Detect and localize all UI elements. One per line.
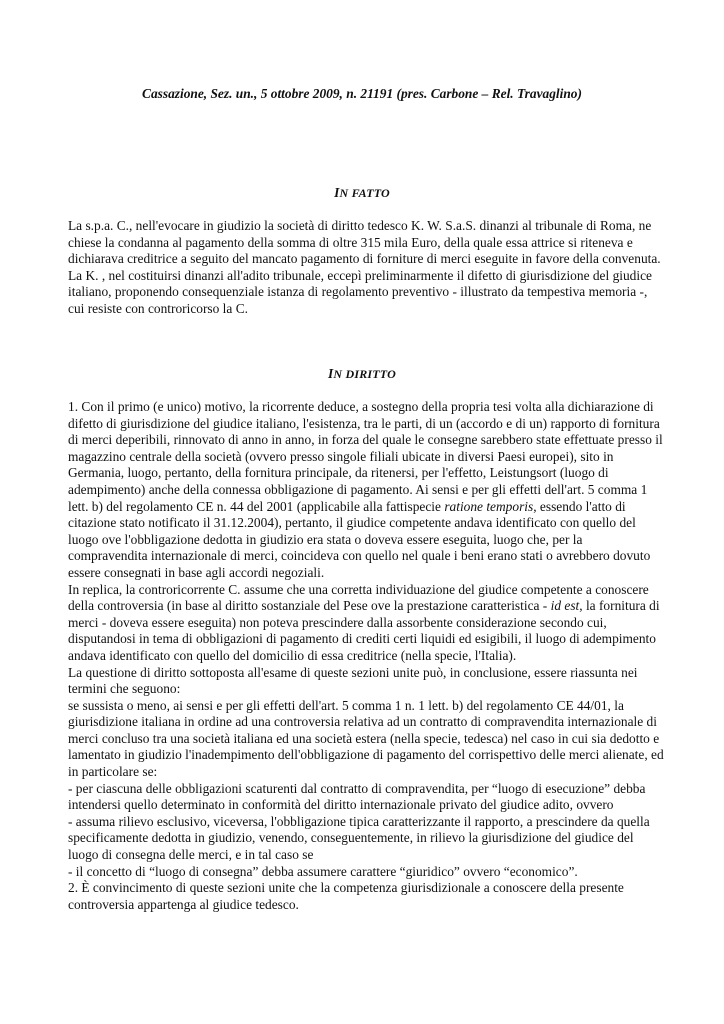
diritto-paragraph-8: 2. È convincimento di queste sezioni unite che la competenza giurisdizionale a conoscere della presente controversia appartenga al giudice tedesco. bbox=[68, 880, 624, 912]
heading-in-fatto-initial: I bbox=[334, 185, 340, 200]
diritto-paragraph-6: - assuma rilievo esclusivo, viceversa, l'obbligazione tipica caratterizzante il rapporto, a prescindere da quella specificamente dedotta in giudizio, venendo, conseguentemente, in rilievo la giurisdizione del giudice del luogo di consegna delle merci, e in tal caso se bbox=[68, 813, 650, 863]
section-in-diritto bbox=[68, 399, 664, 913]
diritto-paragraph-4: se sussista o meno, ai sensi e per gli effetti dell'art. 5 comma 1 n. 1 lett. b) del regolamento CE 44/01, la giurisdizione italiana in ordine ad una controversia relativa ad un contratto di compravendita internazionale di merci concluso tra una società italiana ed una società estera (nella specie, tedesca) nel caso in cui sia dedotto e lamentato in giudizio l'inadempimento dell'obbligazione di pagamento del corrispettivo delle merci alienate, ed in particolare se: bbox=[68, 697, 664, 780]
diritto-paragraph-7: - il concetto di “luogo di consegna” debba assumere carattere “giuridico” ovvero “economico”. bbox=[68, 863, 578, 879]
diritto-paragraph-1-italic: ratione temporis bbox=[444, 498, 534, 514]
heading-in-diritto bbox=[0, 366, 724, 383]
heading-in-diritto-initial: I bbox=[327, 366, 334, 381]
diritto-paragraph-2 bbox=[68, 582, 664, 665]
diritto-paragraph-3: La questione di diritto sottoposta all'esame di queste sezioni unite può, in conclusione, essere riassunta nei termini che seguono: bbox=[68, 664, 638, 697]
section-in-fatto bbox=[68, 218, 664, 318]
heading-in-fatto-rest: N FATTO bbox=[339, 186, 390, 200]
diritto-paragraph-5: - per ciascuna delle obbligazioni scaturenti dal contratto di compravendita, per “luogo di esecuzione” debba intendersi quello determinato in conformità del diritto internazionale privato del giudice adito, ovvero bbox=[68, 780, 646, 813]
diritto-paragraph-2-italic: id est bbox=[550, 598, 580, 614]
diritto-paragraph-1-part-b: , essendo l'atto di citazione stato notificato il 31.12.2004), pertanto, il giudice competente andava identificato con quello del luogo ove l'obbligazione dedotta in giudizio era stata o doveva essere eseguita, luogo che, per la compravendita internazionale di merci, coincideva con quello nel quale i beni erano stati o avrebbero dovuto essere consegnati in base agli accordi negoziali. bbox=[68, 498, 651, 580]
document-title: Cassazione, Sez. un., 5 ottobre 2009, n. 21191 (pres. Carbone – Rel. Travaglino) bbox=[142, 86, 582, 101]
diritto-paragraph-1 bbox=[68, 399, 664, 582]
diritto-paragraph-2-part-b: , la fornitura di merci - doveva essere eseguita) non poteva prescindere dalla assorbente considerazione secondo cui, disputandosi in tema di obbligazioni di pagamento di crediti certi liquidi ed esigibili, il luogo di adempimento andava identificato con quello del domicilio di essa creditrice (nella specie, l'Italia). bbox=[68, 598, 660, 663]
heading-in-fatto bbox=[0, 185, 724, 202]
diritto-paragraph-1-part-a: 1. Con il primo (e unico) motivo, la ricorrente deduce, a sostegno della propria tesi volta alla dichiarazione di difetto di giurisdizione del giudice italiano, l'esistenza, tra le parti, di un (accordo e di un) rapporto di fornitura di merci deperibili, rinnovato di anno in anno, in forza del quale le consegne sarebbero state effettuate presso il magazzino centrale della società (ovvero presso singole filiali ubicate in diversi Paesi europei), sito in Germania, luogo, pertanto, della fornitura principale, da ritenersi, per l'effetto, Leistungsort (luogo di adempimento) anche della connessa obbligazione di pagamento. Ai sensi e per gli effetti dell'art. 5 comma 1 lett. b) del regolamento CE n. 44 del 2001 (applicabile alla fattispecie bbox=[68, 399, 663, 514]
fatto-paragraph-2: La K. , nel costituirsi dinanzi all'adito tribunale, eccepì preliminarmente il difetto di giurisdizione del giudice italiano, proponendo consequenziale istanza di regolamento preventivo - illustrato da tempestiva memoria -, cui resiste con controricorso la C. bbox=[68, 267, 652, 316]
fatto-paragraph-1: La s.p.a. C., nell'evocare in giudizio la società di diritto tedesco K. W. S.a.S. dinanzi al tribunale di Roma, ne chiese la condanna al pagamento della somma di oltre 315 mila Euro, della quale essa attrice si riteneva e dichiarava creditrice a seguito del mancato pagamento di forniture di merci eseguite in favore della convenuta. bbox=[68, 218, 661, 267]
heading-in-diritto-rest: N DIRITTO bbox=[333, 367, 396, 381]
diritto-paragraph-2-part-a: In replica, la controricorrente C. assume che una corretta individuazione del giudice competente a conoscere della controversia (in base al diritto sostanziale del Pese ove la prestazione caratteristica - bbox=[68, 581, 649, 614]
